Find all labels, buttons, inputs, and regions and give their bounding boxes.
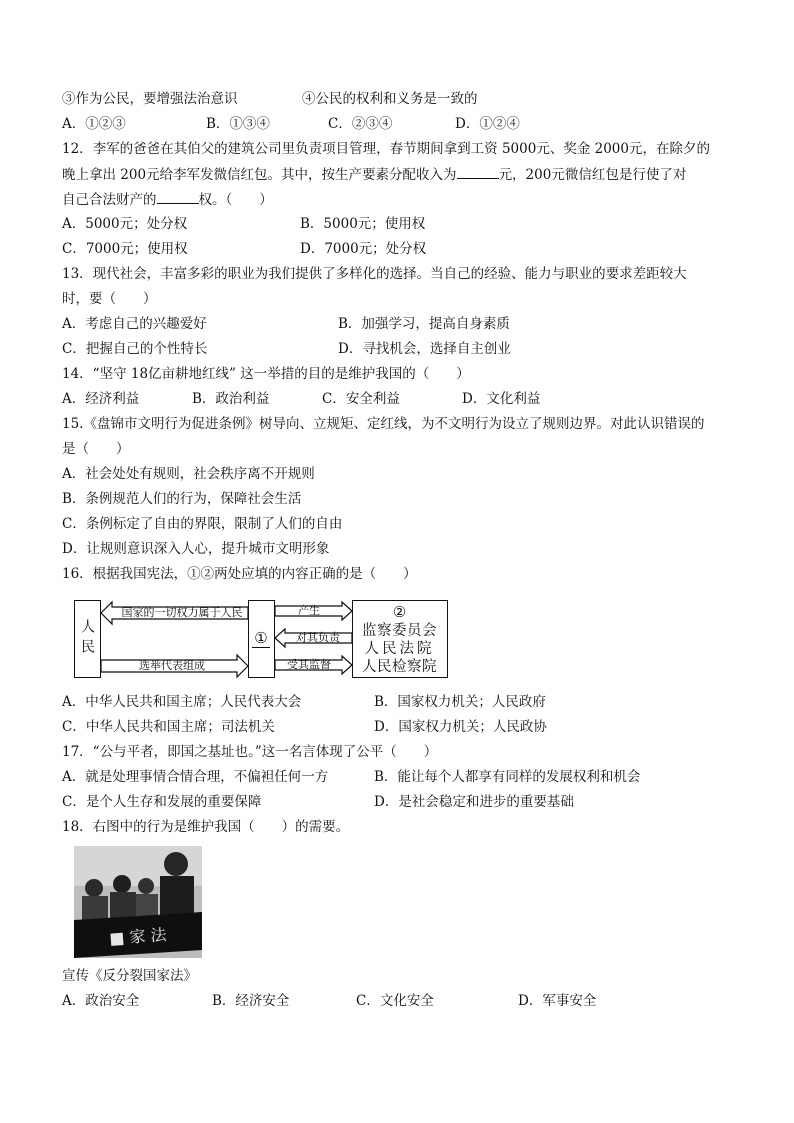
q18-option-d[interactable]: D．军事安全 xyxy=(518,993,597,1009)
q13-stem-line2: 时，要（ ） xyxy=(62,291,157,307)
q12-blank-2[interactable] xyxy=(157,189,199,204)
q12-stem-line2-text: 晚上拿出 200元给李军发微信红包。其中，按生产要素分配收入为 xyxy=(62,167,457,183)
q11-option-c[interactable]: C．②③④ xyxy=(328,116,393,132)
q18-stem: 18．右图中的行为是维护我国（ ）的需要。 xyxy=(62,819,350,835)
q17-stem: 17．“公与平者，即国之基址也。”这一名言体现了公平（ ） xyxy=(62,744,438,760)
label-produce: 产生 xyxy=(298,604,320,617)
people-box xyxy=(74,600,101,678)
blank-1-label: ① xyxy=(254,629,268,647)
q15-stem-line1: 15.《盘锦市文明行为促进条例》树导向、立规矩、定红线，为不文明行为设立了规则边界。对此认识错误的 xyxy=(62,416,705,432)
q12-blank-1[interactable] xyxy=(457,164,499,179)
q16-option-b[interactable]: B．国家权力机关；人民政府 xyxy=(374,694,546,710)
q11-statement-3: ③作为公民，要增强法治意识 xyxy=(62,91,238,107)
q16-option-a[interactable]: A．中华人民共和国主席；人民代表大会 xyxy=(62,694,302,710)
q17-option-b[interactable]: B．能让每个人都享有同样的发展权利和机会 xyxy=(374,769,641,785)
q15-option-c[interactable]: C．条例标定了自由的界限，限制了人们的自由 xyxy=(62,516,343,532)
q12-stem-line1: 12．李军的爸爸在其伯父的建筑公司里负责项目管理，春节期间拿到工资 5000元、奖金 2000元，在除夕的 xyxy=(62,141,710,157)
label-power-belongs: 国家的一切权力属于人民 xyxy=(121,606,243,619)
constitution-diagram xyxy=(74,596,450,682)
blank-2-label: ② xyxy=(392,603,407,621)
blank-1-underline xyxy=(252,647,270,648)
label-elect-representatives: 选举代表组成 xyxy=(139,659,205,672)
people-label: 人民 xyxy=(79,619,95,659)
q12-stem-line2-tail: 元，200元微信红包是行使了对 xyxy=(498,167,687,183)
q12-stem-line2 xyxy=(62,164,686,184)
q14-option-b[interactable]: B．政治利益 xyxy=(192,391,270,407)
peoples-court: 人民法院 xyxy=(364,641,435,657)
q13-option-c[interactable]: C．把握自己的个性特长 xyxy=(62,341,208,357)
q12-option-b[interactable]: B．5000元；使用权 xyxy=(300,216,426,232)
q12-stem-line3-text: 自己合法财产的 xyxy=(62,192,157,208)
q16-option-d[interactable]: D．国家权力机关；人民政协 xyxy=(374,719,547,735)
anti-secession-photo xyxy=(74,846,202,958)
q13-option-a[interactable]: A．考虑自己的兴趣爱好 xyxy=(62,316,207,332)
q15-option-d[interactable]: D．让规则意识深入人心，提升城市文明形象 xyxy=(62,541,330,557)
q12-option-d[interactable]: D．7000元；处分权 xyxy=(300,241,427,257)
q14-option-c[interactable]: C．安全利益 xyxy=(322,391,400,407)
q12-option-c[interactable]: C．7000元；使用权 xyxy=(62,241,188,257)
supervisory-commission: 监察委员会 xyxy=(362,623,437,639)
label-supervise: 受其监督 xyxy=(287,658,331,671)
photo-illustration xyxy=(74,846,202,958)
q18-option-c[interactable]: C．文化安全 xyxy=(356,993,434,1009)
q17-option-a[interactable]: A．就是处理事情合情合理，不偏袒任何一方 xyxy=(62,769,329,785)
q16-stem: 16．根据我国宪法，①②两处应填的内容正确的是（ ） xyxy=(62,566,417,582)
q15-stem-line2: 是（ ） xyxy=(62,441,130,457)
q11-statement-4: ④公民的权利和义务是一致的 xyxy=(302,91,478,107)
q18-caption: 宣传《反分裂国家法》 xyxy=(62,968,197,984)
q13-option-d[interactable]: D．寻找机会，选择自主创业 xyxy=(338,341,511,357)
q15-option-b[interactable]: B．条例规范人们的行为，保障社会生活 xyxy=(62,491,302,507)
q11-option-b[interactable]: B．①③④ xyxy=(206,116,270,132)
q18-option-b[interactable]: B．经济安全 xyxy=(212,993,290,1009)
q17-option-d[interactable]: D．是社会稳定和进步的重要基础 xyxy=(374,794,574,810)
blank-box-1 xyxy=(248,600,275,678)
peoples-procuratorate: 人民检察院 xyxy=(362,659,437,675)
blank-box-2 xyxy=(352,600,448,678)
q14-option-d[interactable]: D．文化利益 xyxy=(462,391,541,407)
q14-stem: 14．“坚守 18亿亩耕地红线” 这一举措的目的是维护我国的（ ） xyxy=(62,366,470,382)
q12-stem-line3 xyxy=(62,189,273,209)
q18-option-a[interactable]: A．政治安全 xyxy=(62,993,140,1009)
q15-option-a[interactable]: A．社会处处有规则，社会秩序离不开规则 xyxy=(62,466,315,482)
q13-stem-line1: 13．现代社会，丰富多彩的职业为我们提供了多样化的选择。当自己的经验、能力与职业的要求差距较大 xyxy=(62,266,687,282)
q14-option-a[interactable]: A．经济利益 xyxy=(62,391,140,407)
q11-option-d[interactable]: D．①②④ xyxy=(455,116,520,132)
svg-text:■ 家 法: ■ 家 法 xyxy=(108,925,168,948)
q13-option-b[interactable]: B．加强学习，提高自身素质 xyxy=(338,316,510,332)
label-responsible: 对其负责 xyxy=(296,631,340,644)
q17-option-c[interactable]: C．是个人生存和发展的重要保障 xyxy=(62,794,262,810)
q16-option-c[interactable]: C．中华人民共和国主席；司法机关 xyxy=(62,719,275,735)
q11-option-a[interactable]: A．①②③ xyxy=(62,116,126,132)
q12-stem-line3-tail: 权。（ ） xyxy=(198,192,273,208)
q12-option-a[interactable]: A．5000元；处分权 xyxy=(62,216,188,232)
